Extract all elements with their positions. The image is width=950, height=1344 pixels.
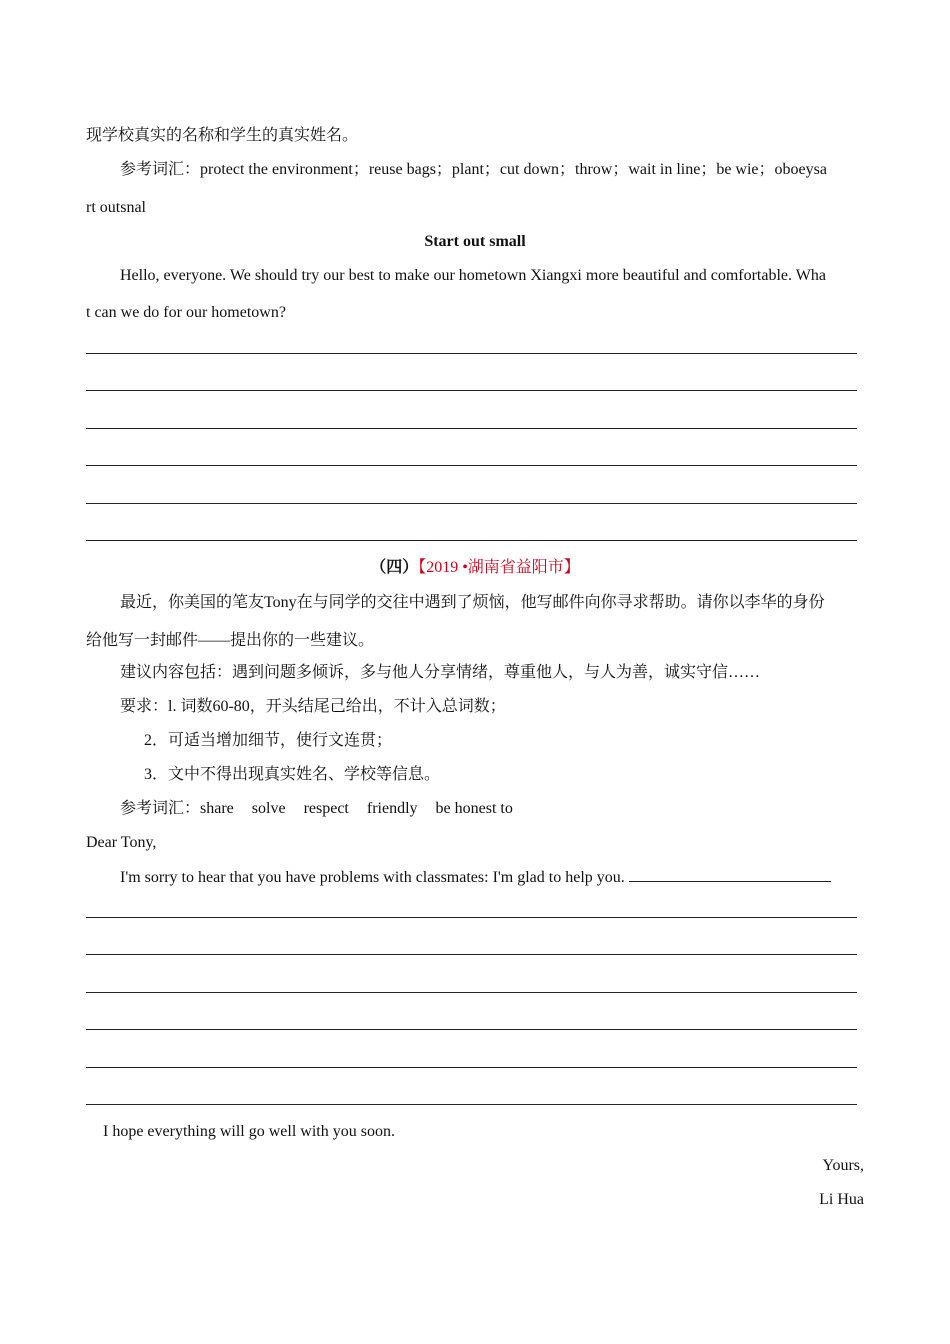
requirement-3: 3．文中不得出现真实姓名、学校等信息。	[144, 766, 441, 783]
writing-line[interactable]	[86, 1104, 857, 1105]
writing-line[interactable]	[86, 1067, 857, 1068]
letter-opening	[120, 867, 831, 888]
letter-closing: I hope everything will go well with you soon.	[103, 1123, 395, 1140]
previous-task-line-tail: 现学校真实的名称和学生的真实姓名。	[86, 127, 359, 144]
writing-line[interactable]	[86, 992, 857, 993]
essay-opening-line-2: t can we do for our hometown?	[86, 304, 286, 321]
writing-line[interactable]	[86, 428, 857, 429]
vocab-word: solve	[251, 800, 286, 817]
vocab-line	[120, 799, 513, 819]
signature: Li Hua	[819, 1191, 864, 1208]
prompt-line-2: 给他写一封邮件——提出你的一些建议。	[86, 632, 375, 649]
letter-opening-text: I'm sorry to hear that you have problems with classmates: I'm glad to help you.	[120, 869, 625, 886]
vocab-word: be honest to	[435, 800, 513, 817]
section-number: （四）	[370, 559, 419, 576]
vocab-word: friendly	[366, 800, 418, 817]
requirement-2: 2．可适当增加细节，使行文连贯；	[144, 732, 393, 749]
vocab-word: respect	[303, 800, 349, 817]
essay-title: Start out small	[424, 233, 526, 250]
previous-vocab-line-1: 参考词汇：protect the environment；reuse bags；plant；cut down；throw；wait in line；be wie；oboeysa	[120, 161, 827, 178]
previous-vocab-line-2: rt outsnal	[86, 199, 146, 216]
section-four-heading	[0, 558, 950, 578]
vocab-word: share	[200, 800, 234, 817]
writing-line[interactable]	[86, 353, 857, 354]
section-source: 【2019 •湖南省益阳市】	[418, 559, 580, 576]
requirement-1: 要求：l. 词数60-80，开头结尾己给出，不计入总词数；	[120, 698, 506, 715]
writing-line[interactable]	[86, 390, 857, 391]
writing-line[interactable]	[86, 917, 857, 918]
sign-off: Yours,	[822, 1157, 864, 1174]
writing-line[interactable]	[86, 954, 857, 955]
writing-line[interactable]	[86, 1029, 857, 1030]
prompt-line-1: 最近，你美国的笔友Tony在与同学的交往中遇到了烦恼，他写邮件向你寻求帮助。请你以李华的身份	[120, 594, 825, 611]
suggestions-line: 建议内容包括：遇到问题多倾诉，多与他人分享情绪，尊重他人，与人为善，诚实守信……	[120, 664, 761, 681]
writing-line[interactable]	[86, 503, 857, 504]
vocab-label: 参考词汇：	[120, 800, 201, 817]
essay-opening-line-1: Hello, everyone. We should try our best to make our hometown Xiangxi more beautiful and comfortable. Wha	[120, 267, 826, 284]
writing-line[interactable]	[86, 540, 857, 541]
writing-line[interactable]	[86, 465, 857, 466]
letter-salutation: Dear Tony,	[86, 834, 157, 851]
writing-blank[interactable]	[629, 867, 831, 882]
